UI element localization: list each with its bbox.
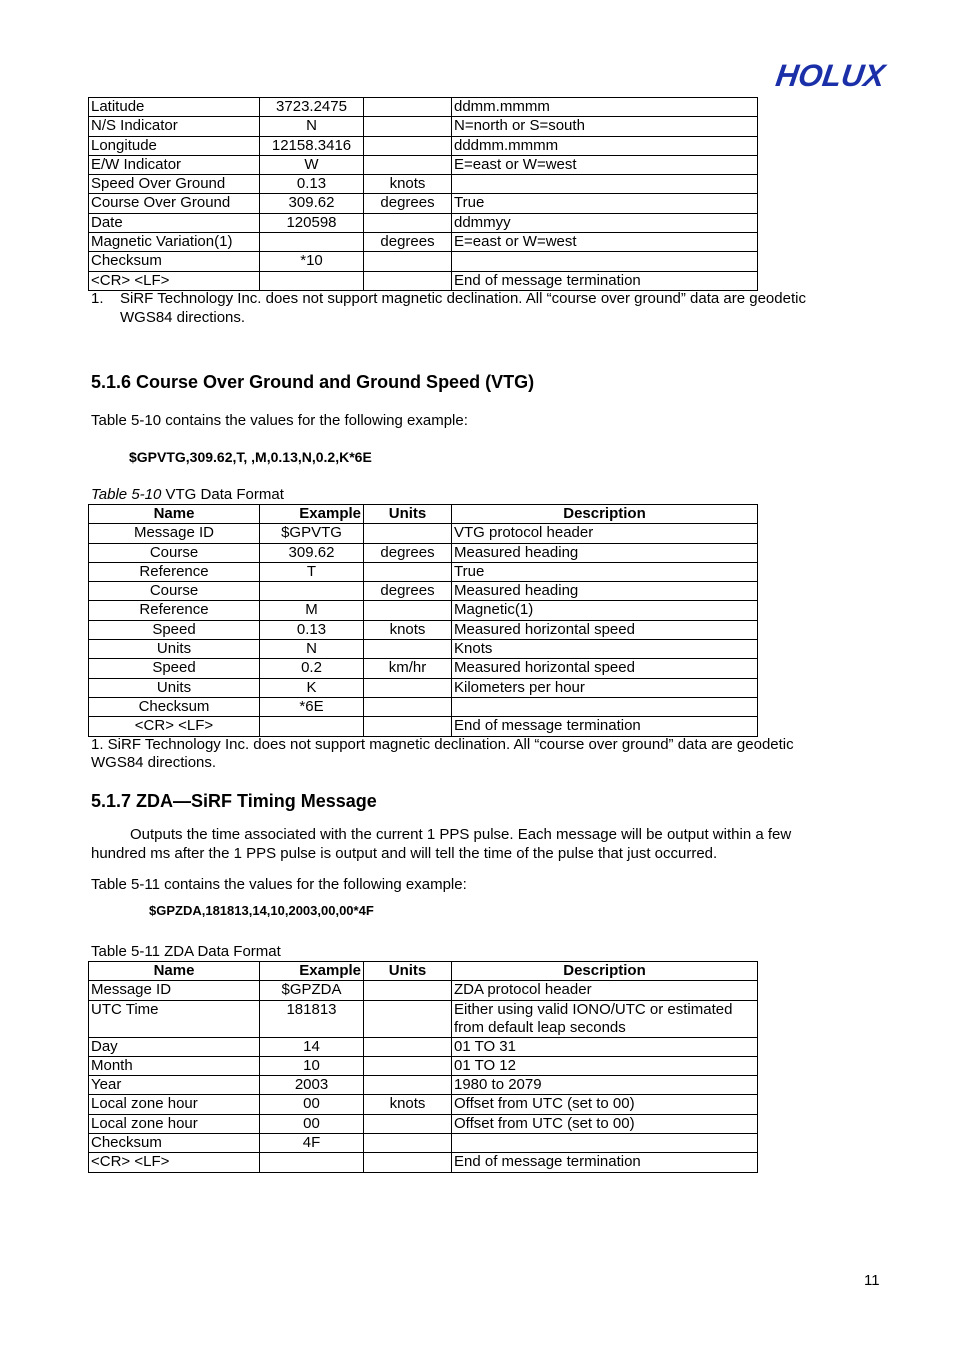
vtg-table-cell bbox=[364, 717, 452, 736]
vtg-table-row bbox=[89, 620, 758, 639]
zda-table-row bbox=[89, 1000, 758, 1037]
vtg-table-cell: Measured heading bbox=[452, 543, 758, 562]
rmc-table-cell bbox=[364, 155, 452, 174]
vtg-table-header-row bbox=[89, 505, 758, 524]
rmc-footnote-number: 1. bbox=[91, 290, 104, 307]
vtg-table-cell: *6E bbox=[260, 697, 364, 716]
zda-table-cell: $GPZDA bbox=[260, 981, 364, 1000]
vtg-table-cell: Reference bbox=[89, 562, 260, 581]
vtg-table-cell: Speed bbox=[89, 620, 260, 639]
zda-table-row bbox=[89, 1153, 758, 1172]
vtg-table-cell: Magnetic(1) bbox=[452, 601, 758, 620]
rmc-table-cell: 120598 bbox=[260, 213, 364, 232]
vtg-table-row bbox=[89, 562, 758, 581]
zda-table-cell bbox=[364, 1037, 452, 1056]
rmc-table-cell: degrees bbox=[364, 194, 452, 213]
rmc-table-cell bbox=[364, 252, 452, 271]
rmc-table-cell: degrees bbox=[364, 233, 452, 252]
vtg-table-cell bbox=[364, 640, 452, 659]
vtg-table-cell bbox=[364, 697, 452, 716]
zda-table-row bbox=[89, 1037, 758, 1056]
zda-table-cell: Checksum bbox=[89, 1134, 260, 1153]
zda-table-row bbox=[89, 1056, 758, 1075]
zda-table-header-row bbox=[89, 962, 758, 981]
vtg-caption-table-number: Table 5-10 bbox=[91, 486, 162, 503]
vtg-table-row bbox=[89, 717, 758, 736]
vtg-table-cell bbox=[260, 717, 364, 736]
zda-table-cell: 01 TO 31 bbox=[452, 1037, 758, 1056]
zda-table-cell: End of message termination bbox=[452, 1153, 758, 1172]
rmc-table-cell: 3723.2475 bbox=[260, 98, 364, 117]
rmc-table-cell: Checksum bbox=[89, 252, 260, 271]
vtg-table-row bbox=[89, 659, 758, 678]
rmc-table-cell: knots bbox=[364, 175, 452, 194]
rmc-footnote-line2: WGS84 directions. bbox=[120, 309, 246, 326]
rmc-table-cell bbox=[364, 117, 452, 136]
rmc-table-cell: 0.13 bbox=[260, 175, 364, 194]
vtg-table-column-header: Example bbox=[260, 505, 364, 524]
vtg-table-column-header: Units bbox=[364, 505, 452, 524]
vtg-table-cell: Measured heading bbox=[452, 582, 758, 601]
zda-table-cell: knots bbox=[364, 1095, 452, 1114]
vtg-table-cell: Units bbox=[89, 640, 260, 659]
vtg-table-cell: Course bbox=[89, 543, 260, 562]
rmc-table-cell: 309.62 bbox=[260, 194, 364, 213]
rmc-table-cell: End of message termination bbox=[452, 271, 758, 290]
vtg-table-cell: Message ID bbox=[89, 524, 260, 543]
zda-table-cell: Offset from UTC (set to 00) bbox=[452, 1114, 758, 1133]
vtg-table-row bbox=[89, 582, 758, 601]
zda-table-row bbox=[89, 1134, 758, 1153]
rmc-table-cell: Date bbox=[89, 213, 260, 232]
zda-table-cell: Either using valid IONO/UTC or estimated from default leap seconds bbox=[452, 1000, 758, 1037]
rmc-table-cell bbox=[260, 233, 364, 252]
rmc-table-cell: N bbox=[260, 117, 364, 136]
zda-table-cell bbox=[364, 981, 452, 1000]
zda-table-cell bbox=[364, 1000, 452, 1037]
vtg-table-row bbox=[89, 640, 758, 659]
zda-table-cell: UTC Time bbox=[89, 1000, 260, 1037]
vtg-table-cell: T bbox=[260, 562, 364, 581]
rmc-table-row bbox=[89, 98, 758, 117]
rmc-table-cell: N/S Indicator bbox=[89, 117, 260, 136]
zda-table-column-header: Units bbox=[364, 962, 452, 981]
rmc-table-row bbox=[89, 136, 758, 155]
vtg-table-cell: Checksum bbox=[89, 697, 260, 716]
vtg-data-table bbox=[88, 504, 758, 737]
vtg-footnote-line2: WGS84 directions. bbox=[91, 754, 217, 771]
vtg-table-cell bbox=[364, 562, 452, 581]
vtg-table-cell: degrees bbox=[364, 582, 452, 601]
rmc-table-cell: W bbox=[260, 155, 364, 174]
vtg-table-cell: knots bbox=[364, 620, 452, 639]
zda-table-column-header: Name bbox=[89, 962, 260, 981]
rmc-table-cell: Speed Over Ground bbox=[89, 175, 260, 194]
zda-table-cell: 10 bbox=[260, 1056, 364, 1075]
rmc-table-cell: ddmm.mmmm bbox=[452, 98, 758, 117]
rmc-table-row bbox=[89, 233, 758, 252]
zda-table-cell bbox=[364, 1056, 452, 1075]
rmc-table-cell: dddmm.mmmm bbox=[452, 136, 758, 155]
zda-table-cell: 181813 bbox=[260, 1000, 364, 1037]
vtg-table-cell: End of message termination bbox=[452, 717, 758, 736]
zda-table-cell: Year bbox=[89, 1076, 260, 1095]
zda-intro-text: Table 5-11 contains the values for the following example: bbox=[91, 876, 467, 893]
vtg-table-caption bbox=[91, 485, 284, 504]
vtg-table-cell: Kilometers per hour bbox=[452, 678, 758, 697]
vtg-table-cell: Course bbox=[89, 582, 260, 601]
rmc-table-cell: True bbox=[452, 194, 758, 213]
zda-table-cell: Offset from UTC (set to 00) bbox=[452, 1095, 758, 1114]
vtg-table-row bbox=[89, 524, 758, 543]
vtg-table-cell: True bbox=[452, 562, 758, 581]
vtg-table-row bbox=[89, 678, 758, 697]
vtg-table-row bbox=[89, 543, 758, 562]
vtg-table-cell: Measured horizontal speed bbox=[452, 620, 758, 639]
zda-table-cell bbox=[364, 1114, 452, 1133]
vtg-table-column-header: Description bbox=[452, 505, 758, 524]
rmc-table-cell: Magnetic Variation(1) bbox=[89, 233, 260, 252]
zda-table-row bbox=[89, 1076, 758, 1095]
zda-table-cell bbox=[364, 1134, 452, 1153]
vtg-table-cell bbox=[364, 601, 452, 620]
vtg-table-cell: km/hr bbox=[364, 659, 452, 678]
rmc-table-cell: E/W Indicator bbox=[89, 155, 260, 174]
zda-table-cell: Month bbox=[89, 1056, 260, 1075]
zda-table-cell: 14 bbox=[260, 1037, 364, 1056]
vtg-table-cell bbox=[364, 678, 452, 697]
zda-example-sentence: $GPZDA,181813,14,10,2003,00,00*4F bbox=[149, 903, 374, 918]
zda-table-cell: 00 bbox=[260, 1114, 364, 1133]
vtg-table-cell: $GPVTG bbox=[260, 524, 364, 543]
zda-table-cell: <CR> <LF> bbox=[89, 1153, 260, 1172]
zda-table-row bbox=[89, 1114, 758, 1133]
rmc-table-row bbox=[89, 271, 758, 290]
vtg-table-cell bbox=[260, 582, 364, 601]
vtg-table-cell: Knots bbox=[452, 640, 758, 659]
vtg-table-column-header: Name bbox=[89, 505, 260, 524]
zda-table-cell: 4F bbox=[260, 1134, 364, 1153]
vtg-table-cell: K bbox=[260, 678, 364, 697]
zda-section-heading: 5.1.7 ZDA—SiRF Timing Message bbox=[91, 791, 377, 811]
vtg-table-cell: 309.62 bbox=[260, 543, 364, 562]
vtg-table-row bbox=[89, 697, 758, 716]
rmc-table-cell bbox=[452, 252, 758, 271]
vtg-table-cell: 0.13 bbox=[260, 620, 364, 639]
rmc-table-row bbox=[89, 194, 758, 213]
vtg-section-heading: 5.1.6 Course Over Ground and Ground Speed (VTG) bbox=[91, 372, 535, 392]
zda-table-cell bbox=[452, 1134, 758, 1153]
rmc-table-cell: *10 bbox=[260, 252, 364, 271]
rmc-table-cell: E=east or W=west bbox=[452, 233, 758, 252]
vtg-table-cell: Measured horizontal speed bbox=[452, 659, 758, 678]
vtg-footnote-line1: 1. SiRF Technology Inc. does not support magnetic declination. All “course over ground” data are geodetic bbox=[91, 736, 794, 753]
holux-logo: HOLUX bbox=[773, 58, 888, 93]
rmc-table-cell: ddmmyy bbox=[452, 213, 758, 232]
rmc-table-cell bbox=[364, 213, 452, 232]
vtg-table-cell bbox=[452, 697, 758, 716]
zda-table-cell bbox=[260, 1153, 364, 1172]
rmc-table-cell bbox=[452, 175, 758, 194]
zda-table-cell: 2003 bbox=[260, 1076, 364, 1095]
rmc-table-cell bbox=[260, 271, 364, 290]
zda-table-cell: ZDA protocol header bbox=[452, 981, 758, 1000]
rmc-table-cell: 12158.3416 bbox=[260, 136, 364, 155]
zda-table-cell: Message ID bbox=[89, 981, 260, 1000]
vtg-table-row bbox=[89, 601, 758, 620]
zda-table-caption: Table 5-11 ZDA Data Format bbox=[91, 943, 281, 960]
zda-paragraph-line1: Outputs the time associated with the current 1 PPS pulse. Each message will be output within a few bbox=[130, 826, 792, 843]
zda-table-cell bbox=[364, 1076, 452, 1095]
rmc-table-row bbox=[89, 155, 758, 174]
rmc-table-cell: <CR> <LF> bbox=[89, 271, 260, 290]
rmc-table-cell: Course Over Ground bbox=[89, 194, 260, 213]
vtg-table-cell: <CR> <LF> bbox=[89, 717, 260, 736]
zda-table-cell: 01 TO 12 bbox=[452, 1056, 758, 1075]
rmc-table-cell: N=north or S=south bbox=[452, 117, 758, 136]
zda-table-cell: Local zone hour bbox=[89, 1114, 260, 1133]
vtg-intro-text: Table 5-10 contains the values for the following example: bbox=[91, 412, 468, 429]
vtg-table-cell: degrees bbox=[364, 543, 452, 562]
zda-data-table bbox=[88, 961, 758, 1173]
zda-paragraph-line2: hundred ms after the 1 PPS pulse is output and will tell the time of the pulse that just occurred. bbox=[91, 845, 718, 862]
vtg-table-cell: Reference bbox=[89, 601, 260, 620]
rmc-table-row bbox=[89, 117, 758, 136]
rmc-table-cell bbox=[364, 271, 452, 290]
zda-table-row bbox=[89, 1095, 758, 1114]
rmc-table-cell: E=east or W=west bbox=[452, 155, 758, 174]
zda-table-cell: Local zone hour bbox=[89, 1095, 260, 1114]
vtg-caption-title: VTG Data Format bbox=[161, 486, 284, 503]
rmc-footnote-line1: SiRF Technology Inc. does not support magnetic declination. All “course over ground” data are geodetic bbox=[120, 290, 806, 307]
zda-table-column-header: Description bbox=[452, 962, 758, 981]
zda-table-column-header: Example bbox=[260, 962, 364, 981]
vtg-table-cell: Units bbox=[89, 678, 260, 697]
zda-table-cell bbox=[364, 1153, 452, 1172]
vtg-table-cell bbox=[364, 524, 452, 543]
rmc-table-cell bbox=[364, 98, 452, 117]
rmc-data-table bbox=[88, 97, 758, 291]
zda-table-cell: 00 bbox=[260, 1095, 364, 1114]
vtg-example-sentence: $GPVTG,309.62,T, ,M,0.13,N,0.2,K*6E bbox=[129, 449, 372, 465]
page-number: 11 bbox=[864, 1272, 880, 1289]
vtg-table-cell: Speed bbox=[89, 659, 260, 678]
zda-table-cell: 1980 to 2079 bbox=[452, 1076, 758, 1095]
rmc-table-cell: Longitude bbox=[89, 136, 260, 155]
vtg-table-cell: 0.2 bbox=[260, 659, 364, 678]
rmc-table-row bbox=[89, 252, 758, 271]
rmc-table-cell: Latitude bbox=[89, 98, 260, 117]
vtg-table-cell: VTG protocol header bbox=[452, 524, 758, 543]
rmc-table-row bbox=[89, 175, 758, 194]
vtg-table-cell: N bbox=[260, 640, 364, 659]
vtg-table-cell: M bbox=[260, 601, 364, 620]
zda-table-cell: Day bbox=[89, 1037, 260, 1056]
zda-table-row bbox=[89, 981, 758, 1000]
rmc-table-cell bbox=[364, 136, 452, 155]
rmc-table-row bbox=[89, 213, 758, 232]
